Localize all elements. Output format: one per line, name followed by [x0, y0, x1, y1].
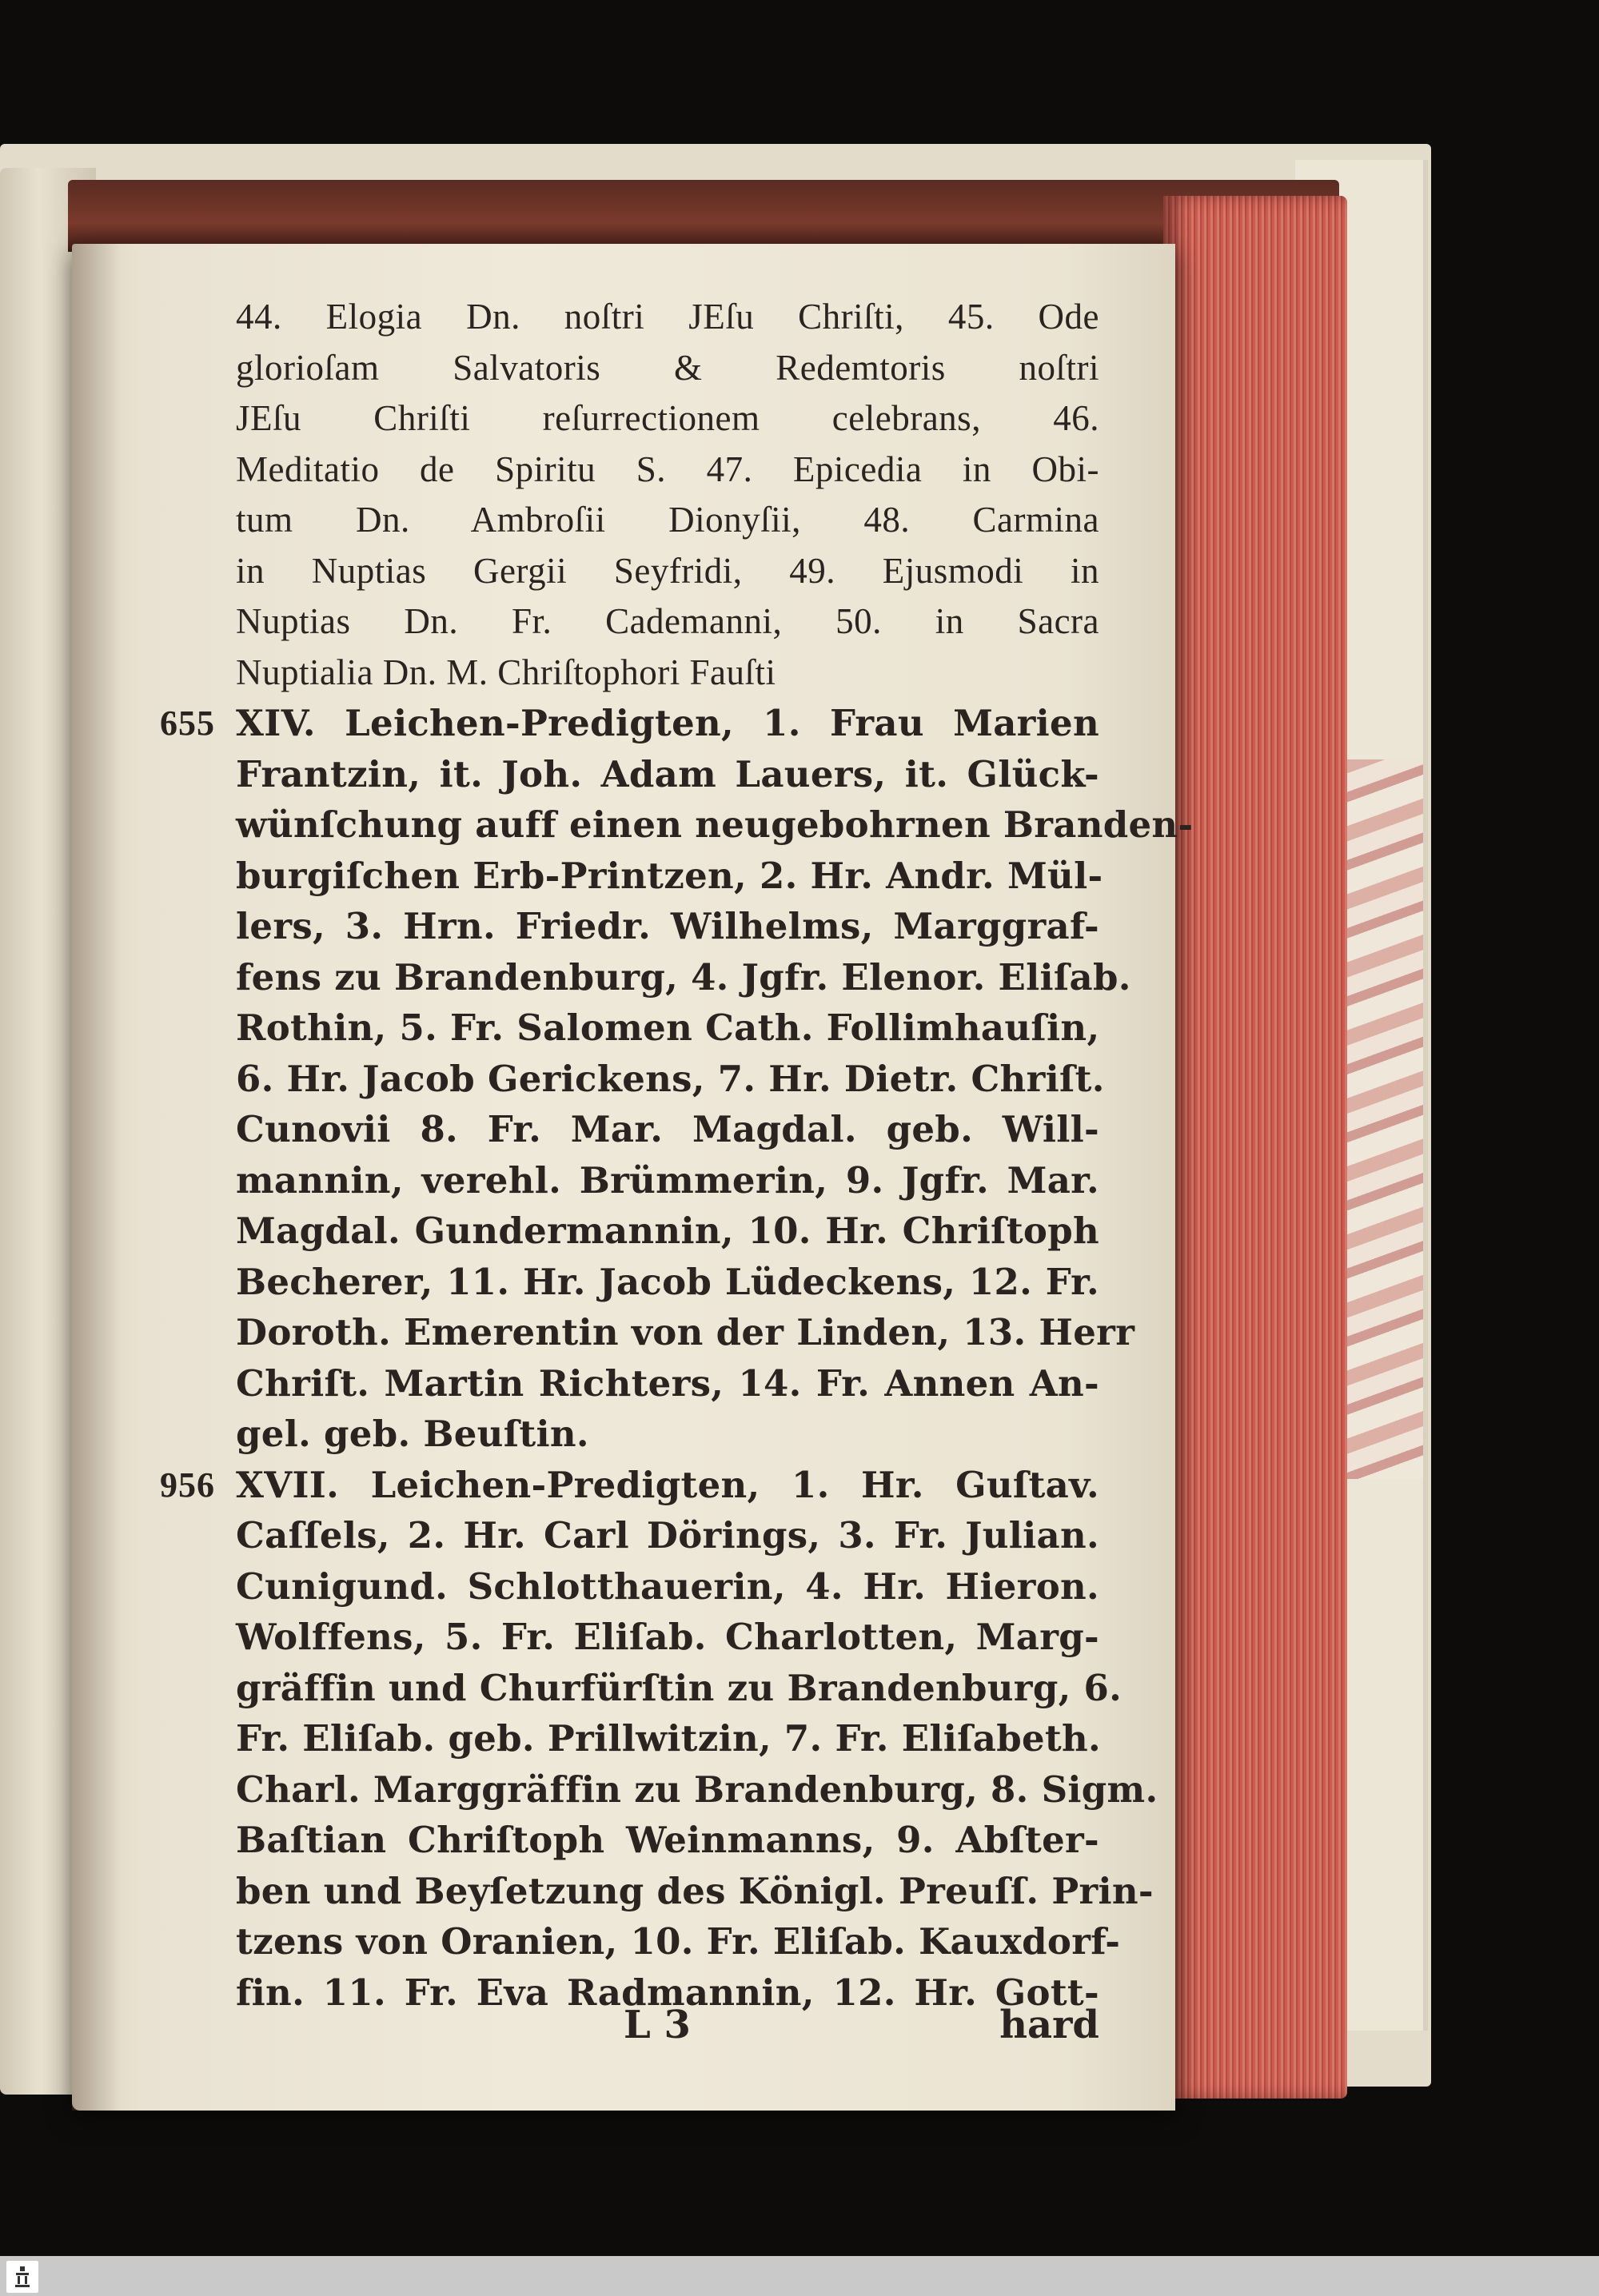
text-line — [236, 1713, 1099, 1764]
text-line — [160, 698, 1099, 749]
text-line-content: lers, 3. Hrn. Friedr. Wilhelms, Marggraf- — [236, 905, 1099, 947]
text-line — [236, 1257, 1099, 1308]
text-line — [236, 1358, 1099, 1409]
text-line-content: Cunovii 8. Fr. Mar. Magdal. geb. Will- — [236, 1108, 1099, 1150]
text-line — [236, 495, 1099, 546]
margin-page-number: 956 — [160, 1465, 215, 1505]
text-line — [236, 952, 1131, 1003]
text-line — [236, 292, 1099, 343]
text-line — [236, 1916, 1121, 1967]
text-line-content: wünſchung auff einen neugebohrnen Branden- — [236, 803, 1194, 846]
text-line — [236, 1155, 1099, 1206]
library-logo-icon — [6, 2261, 38, 2293]
marbled-endpaper — [1343, 759, 1423, 1479]
text-line-content: JEſu Chriſti reſurrectionem celebrans, 46. — [236, 398, 1099, 438]
text-line — [236, 648, 1099, 699]
margin-page-number: 655 — [160, 704, 215, 743]
text-line — [236, 1815, 1099, 1866]
text-line-content: Chriſt. Martin Richters, 14. Fr. Annen An- — [236, 1361, 1099, 1405]
text-line — [236, 343, 1099, 394]
text-line — [236, 1764, 1158, 1816]
text-line — [236, 393, 1099, 444]
signature-mark: L 3 — [624, 2003, 691, 2047]
viewer-bottom-bar — [0, 2256, 1599, 2296]
text-line — [236, 596, 1099, 648]
text-line — [236, 1866, 1154, 1917]
text-line — [160, 1460, 1099, 1511]
red-fore-edge — [1163, 196, 1347, 2099]
text-line — [236, 1206, 1099, 1257]
text-line-content: burgiſchen Erb-Printzen, 2. Hr. Andr. Mül- — [236, 854, 1103, 897]
text-line-content: Wolffens, 5. Fr. Eliſab. Charlotten, Marg- — [236, 1616, 1099, 1658]
text-line-content: tzens von Oranien, 10. Fr. Eliſab. Kauxdorf- — [236, 1920, 1121, 1963]
text-line — [236, 1054, 1105, 1105]
gutter-shadow — [72, 244, 120, 2111]
text-line-content: Charl. Marggräffin zu Brandenburg, 8. Sigm. — [236, 1768, 1158, 1811]
text-line-content: 6. Hr. Jacob Gerickens, 7. Hr. Dietr. Chriſt. — [236, 1057, 1105, 1100]
text-line-content: ben und Beyſetzung des Königl. Preuſſ. Prin- — [236, 1869, 1154, 1912]
page-footer — [236, 2003, 1099, 2059]
text-line-content: gräffin und Churfürſtin zu Brandenburg, 6. — [236, 1666, 1122, 1709]
text-line — [236, 799, 1194, 851]
text-line-content: Nuptias Dn. Fr. Cademanni, 50. in Sacra — [236, 601, 1099, 641]
text-line — [236, 546, 1099, 597]
text-line — [236, 1409, 1099, 1460]
text-line — [236, 1561, 1099, 1612]
text-line — [236, 444, 1099, 496]
text-line-content: Fr. Eliſab. geb. Prillwitzin, 7. Fr. Eliſabeth. — [236, 1717, 1101, 1760]
text-line-content: gel. geb. Beuſtin. — [236, 1413, 589, 1455]
text-line — [236, 901, 1099, 952]
text-line-content: XVII. Leichen-Predigten, 1. Hr. Guſtav. — [236, 1463, 1099, 1506]
text-line — [236, 1510, 1099, 1561]
text-line-content: Nuptialia Dn. M. Chriſtophori Fauſti — [236, 652, 776, 692]
text-line — [236, 1003, 1099, 1054]
text-line-content: Meditatio de Spiritu S. 47. Epicedia in Obi- — [236, 448, 1099, 489]
text-line-content: Rothin, 5. Fr. Salomen Cath. Follimhauſin, — [236, 1006, 1100, 1049]
page-text — [160, 292, 1194, 2018]
text-line-content: XIV. Leichen-Predigten, 1. Frau Marien — [236, 702, 1099, 744]
text-line-content: Doroth. Emerentin von der Linden, 13. Herr — [236, 1311, 1135, 1353]
text-line-content: Cunigund. Schlotthauerin, 4. Hr. Hieron. — [236, 1565, 1099, 1608]
catchword: hard — [999, 2003, 1099, 2047]
text-line-content: in Nuptias Gergii Seyfridi, 49. Ejusmodi in — [236, 550, 1099, 591]
text-line-content: 44. Elogia Dn. noſtri JEſu Chriſti, 45. Ode — [236, 297, 1099, 337]
text-line — [236, 1104, 1099, 1155]
text-line-content: fens zu Brandenburg, 4. Jgfr. Elenor. Eliſab. — [236, 955, 1131, 999]
text-line-content: Caſſels, 2. Hr. Carl Dörings, 3. Fr. Julian. — [236, 1514, 1099, 1557]
text-line-content: Baſtian Chriſtoph Weinmanns, 9. Abſter- — [236, 1819, 1099, 1861]
text-line-content: Becherer, 11. Hr. Jacob Lüdeckens, 12. Fr. — [236, 1260, 1099, 1303]
text-line-content: glorioſam Salvatoris & Redemtoris noſtri — [236, 347, 1099, 388]
text-line-content: mannin, verehl. Brümmerin, 9. Jgfr. Mar. — [236, 1158, 1099, 1202]
text-line — [236, 1663, 1122, 1714]
text-line — [236, 749, 1099, 800]
text-line-content: Frantzin, it. Joh. Adam Lauers, it. Glück- — [236, 752, 1099, 795]
top-edge — [68, 180, 1339, 252]
text-line — [236, 1612, 1099, 1663]
text-line-content: fin. 11. Fr. Eva Radmannin, 12. Hr. Gott- — [236, 1971, 1099, 2014]
text-line — [236, 851, 1103, 902]
text-line — [236, 1307, 1135, 1358]
text-line-content: Magdal. Gundermannin, 10. Hr. Chriſtoph — [236, 1210, 1099, 1252]
text-line-content: tum Dn. Ambroſii Dionyſii, 48. Carmina — [236, 500, 1099, 540]
